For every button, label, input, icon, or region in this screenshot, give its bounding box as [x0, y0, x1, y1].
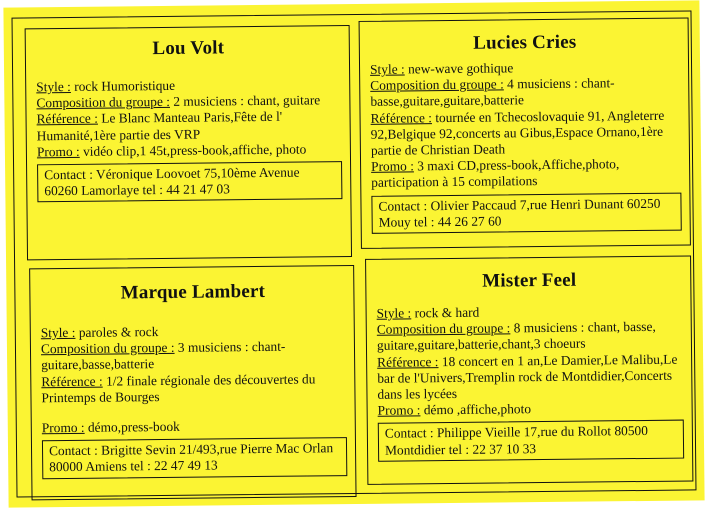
composition-label: Composition du groupe :	[376, 320, 511, 337]
contact-box: Contact : Véronique Loovoet 75,10ème Avenue 60260 Lamorlaye tel : 44 21 47 03	[37, 161, 342, 203]
band-card-marque-lambert	[29, 265, 356, 500]
reference-value: 1/2 finale régionale des découvertes du Printemps de Bourges	[41, 371, 316, 406]
promo-value: 3 maxi CD,press-book,Affiche,photo, participation à 15 compilations	[371, 156, 620, 191]
band-card-lucies-cries	[359, 17, 691, 248]
reference-line	[36, 109, 341, 145]
reference-line	[41, 371, 346, 407]
style-label: Style :	[376, 305, 412, 321]
reference-line	[377, 351, 683, 403]
promo-value: vidéo clip,1 45t,press-book,affiche, photo	[82, 141, 307, 159]
promo-line	[371, 156, 681, 192]
band-name: Mister Feel	[482, 269, 577, 292]
band-card-mister-feel	[365, 255, 693, 484]
contact-box: Contact : Brigitte Sevin 21/493,rue Pierre Mac Orlan 80000 Amiens tel : 22 47 49 13	[42, 437, 347, 479]
style-label: Style :	[36, 78, 71, 95]
reference-label: Référence :	[370, 109, 432, 126]
composition-value: 8 musiciens : chant, basse, guitare,guitare,batterie,chant,3 choeurs	[376, 319, 656, 354]
style-label: Style :	[40, 324, 76, 341]
promo-line	[42, 417, 347, 436]
band-card-lou-volt	[25, 25, 352, 260]
reference-value: 18 concert en 1 an,Le Damier,Le Malibu,Le bar de l'Univers,Tremplin rock de Montdidier,Concerts dans les lycées	[377, 351, 678, 402]
composition-value: 2 musiciens : chant, guitare	[173, 92, 321, 110]
reference-label: Référence :	[36, 111, 98, 127]
reference-line	[370, 107, 680, 159]
style-value: paroles & rock	[78, 324, 159, 340]
promo-label: Promo :	[36, 143, 80, 160]
band-details	[41, 322, 347, 436]
composition-line	[41, 338, 346, 374]
band-details	[377, 303, 684, 420]
band-name: Lucies Cries	[473, 31, 577, 54]
composition-label: Composition du groupe :	[370, 76, 504, 94]
contact-box: Contact : Philippe Vieille 17,rue du Rollot 80500 Montdidier tel : 22 37 10 33	[378, 420, 684, 462]
reference-label: Référence :	[377, 353, 439, 370]
reference-value: Le Blanc Manteau Paris,Fête de l' Humanité,1ère partie des VRP	[36, 109, 283, 143]
outer-border	[12, 10, 697, 497]
promo-value: démo,press-book	[87, 418, 180, 435]
style-value: rock & hard	[414, 304, 480, 321]
reference-label: Référence :	[41, 373, 103, 389]
band-details	[370, 59, 681, 192]
composition-label: Composition du groupe :	[40, 340, 175, 357]
composition-value: 4 musiciens : chant-basse,guitare,guitare,batterie	[370, 75, 615, 110]
promo-line	[37, 141, 342, 160]
style-value: new-wave gothique	[407, 60, 514, 77]
promo-label: Promo :	[377, 402, 421, 418]
promo-value: démo ,affiche,photo	[423, 401, 532, 418]
flyer-sheet	[3, 0, 704, 507]
composition-value: 3 musiciens : chant-guitare,basse,batterie	[41, 338, 286, 373]
style-label: Style :	[369, 61, 405, 77]
band-name: Marque Lambert	[120, 280, 266, 304]
contact-box: Contact : Olivier Paccaud 7,rue Henri Dunant 60250 Mouy tel : 44 26 27 60	[371, 192, 681, 234]
composition-line	[370, 75, 680, 111]
band-details	[36, 76, 342, 160]
style-value: rock Humoristique	[74, 77, 176, 94]
reference-value: tournée en Tchecoslovaquie 91, Angleterre 92,Belgique 92,concerts au Gibus,Espace Ornano,1ère partie de Christian Death	[370, 107, 665, 158]
promo-label: Promo :	[41, 419, 85, 436]
band-name: Lou Volt	[152, 37, 225, 60]
composition-label: Composition du groupe :	[36, 94, 171, 111]
promo-label: Promo :	[371, 158, 414, 175]
promo-line	[378, 400, 684, 419]
composition-line	[377, 319, 683, 355]
